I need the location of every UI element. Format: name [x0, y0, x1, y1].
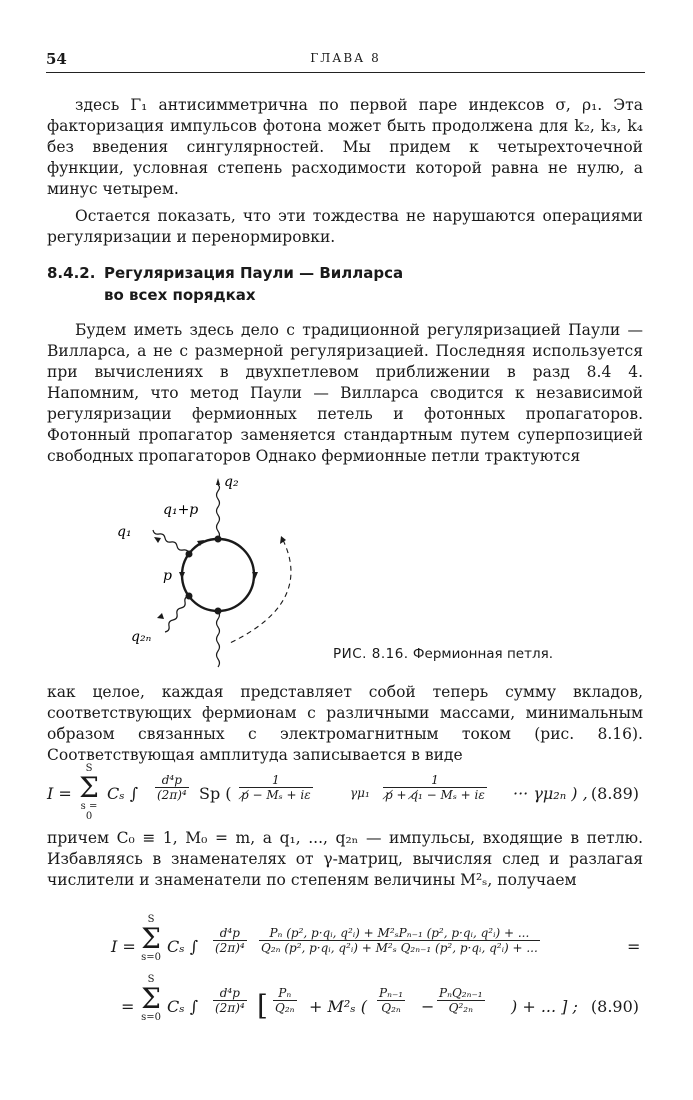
eq90-coef-2: Cₛ ∫ [167, 997, 199, 1016]
eq90-frac-c [437, 986, 485, 1015]
photon-line-q2n [165, 596, 189, 632]
eq89-coef: Cₛ ∫ [107, 784, 139, 803]
eq90-sum-2 [139, 975, 163, 1023]
eq90-minus: − [421, 997, 435, 1016]
sigma-symbol: Σ [141, 982, 161, 1015]
eq90-measure1-den: (2π)⁴ [215, 941, 245, 955]
eq90-equals-end: = [627, 937, 641, 956]
label-q1-plus-p: q₁+p [163, 502, 199, 518]
eq89-frac1 [239, 773, 313, 802]
paragraph-3: Будем иметь здесь дело с традиционной регуляризацией Паули — Вилларса, а не с размерной регуляризацией. Последняя используется при вычислениях в двухпетлевом приближении в разд 8.4 4. Напомним, что метод Паули — Вилларса сводится к независимой регуляризации фермионных петель и фотонных пропагаторов. Фотонный пропагатор заменяется стандартным путем суперпозицией свободных пропагаторов Однако фермионные петли трактуются [47, 321, 643, 465]
eq90-main-num: Pₙ (p², p·qᵢ, q²ᵢ) + M²ₛPₙ₋₁ (p², p·qᵢ, q²ᵢ) + ... [259, 926, 540, 941]
eq90-sum1-top: S [147, 914, 155, 925]
eq90-sum2-top: S [147, 974, 155, 985]
eq89-tail: ··· γμ₂ₙ ) , [513, 784, 588, 803]
eq89-sum-bottom: s = 0 [80, 801, 98, 822]
section-heading [47, 262, 403, 306]
fermion-loop-circle [182, 539, 254, 611]
figure-caption [333, 646, 553, 662]
equation-8-89 [47, 764, 643, 824]
eq90-number: (8.90) [590, 997, 639, 1016]
paragraph-2: Остается показать, что эти тождества не нарушаются операциями регуляризации и перенормировки. [47, 207, 643, 246]
eq90-measure1-num: d⁴p [213, 926, 247, 941]
eq89-frac2 [383, 773, 487, 802]
photon-arrow-q1 [154, 537, 161, 543]
header-rule [46, 72, 645, 73]
text-block-top [47, 95, 643, 248]
eq89-frac2-num: 1 [383, 773, 487, 788]
loop-arrow-left [179, 572, 185, 579]
eq89-sum-top: S [85, 763, 93, 774]
eq89-measure-den: (2π)⁴ [157, 788, 187, 802]
photon-line-bottom [217, 611, 220, 667]
sigma-symbol: Σ [141, 922, 161, 955]
photon-arrow-q2 [216, 478, 220, 485]
eq90-close: ) + ... ] ; [511, 997, 578, 1016]
eq90-frac-b-num: Pₙ₋₁ [379, 986, 404, 1000]
eq90-frac-b-den: Q₂ₙ [381, 1001, 401, 1015]
eq90-sum-1 [139, 915, 163, 963]
section-title-line2: во всех порядках [104, 286, 256, 304]
label-p: p [163, 568, 172, 584]
fermion-loop-diagram [105, 468, 325, 673]
photon-line-q2 [217, 485, 220, 539]
eq90-measure2-num: d⁴p [213, 986, 247, 1001]
dashed-arc-arrow [280, 536, 286, 544]
paragraph-4: как целое, каждая представляет собой теперь сумму вкладов, соответствующих фермионам с различными массами, минимальным образом связанных с электромагнитным током (рис. 8.16). Соответствующая амплитуда записывается в виде [47, 683, 643, 764]
eq89-measure [155, 773, 189, 802]
eq90-measure2-den: (2π)⁴ [215, 1001, 245, 1015]
eq89-trace: Sp ( [199, 784, 232, 803]
eq89-number: (8.89) [590, 784, 639, 803]
section-number: 8.4.2. [47, 264, 96, 282]
equation-8-90-line2 [47, 975, 643, 1035]
page-number: 54 [46, 50, 67, 68]
eq90-main-den: Q₂ₙ (p², p·qᵢ, q²ᵢ) + M²ₛ Q₂ₙ₋₁ (p², p·qᵢ, q²ᵢ) + ... [261, 941, 538, 955]
eq89-frac1-num: 1 [239, 773, 313, 788]
eq90-frac-a-num: Pₙ [273, 986, 297, 1001]
eq90-main-fraction [259, 926, 540, 955]
eq90-plus-m: + M²ₛ ( [309, 997, 368, 1016]
label-q2n: q₂ₙ [131, 629, 152, 645]
eq90-lhs: I = [111, 937, 136, 956]
section-title-line1: Регуляризация Паули — Вилларса [104, 264, 404, 282]
paragraph-5: причем C₀ ≡ 1, M₀ = m, а q₁, ..., q₂ₙ — импульсы, входящие в петлю. Избавляясь в знаменателях от γ-матриц, вычисляя след и разлагая числители и знаменатели по степеням величины M²ₛ, получаем [47, 829, 643, 889]
eq89-sum [77, 764, 101, 822]
eq89-frac1-den: p̸ − Mₛ + iε [241, 788, 311, 802]
eq90-frac-a-den: Q₂ₙ [275, 1001, 295, 1015]
figure-caption-label: РИС. 8.16. [333, 646, 409, 662]
text-block-after-eq89 [47, 828, 643, 891]
dashed-arc [230, 540, 291, 643]
eq89-gamma1: γμ₁ [350, 786, 370, 800]
eq90-sum2-bottom: s=0 [141, 1012, 161, 1023]
eq90-frac-c-den: Q²₂ₙ [448, 1001, 473, 1015]
sigma-symbol: Σ [79, 771, 99, 804]
eq90-measure-2 [213, 986, 247, 1015]
eq90-equals-lead: = [121, 997, 135, 1016]
eq90-frac-c-num: PₙQ₂ₙ₋₁ [439, 986, 483, 1000]
photon-arrow-q2n [157, 613, 164, 619]
eq90-sum1-bottom: s=0 [141, 952, 161, 963]
label-q2: q₂ [224, 474, 239, 490]
text-block-after-figure [47, 682, 643, 766]
paragraph-1: здесь Γ₁ антисимметрична по первой паре индексов σ, ρ₁. Эта факторизация импульсов фотона может быть продолжена для k₂, k₃, k₄ без введения сингулярностей. Мы придем к четырехточечной функции, условная степень расходимости которой равна не нулю, а минус четырем. [47, 96, 643, 198]
eq89-measure-num: d⁴p [155, 773, 189, 788]
eq90-coef-1: Cₛ ∫ [167, 937, 199, 956]
figure-caption-text: Фермионная петля. [412, 646, 553, 662]
eq90-frac-b [377, 986, 405, 1015]
eq90-frac-a [273, 986, 297, 1015]
eq90-measure-1 [213, 926, 247, 955]
equation-8-90-line1 [47, 915, 643, 975]
eq89-lhs: I = [47, 784, 72, 803]
eq90-bracket-open: [ [257, 989, 268, 1022]
text-block-middle [47, 320, 643, 467]
chapter-title: ГЛАВА 8 [310, 51, 381, 65]
eq89-frac2-den: p̸ + q̸₁ − Mₛ + iε [385, 788, 485, 802]
label-q1: q₁ [117, 524, 132, 540]
running-header [46, 50, 645, 72]
